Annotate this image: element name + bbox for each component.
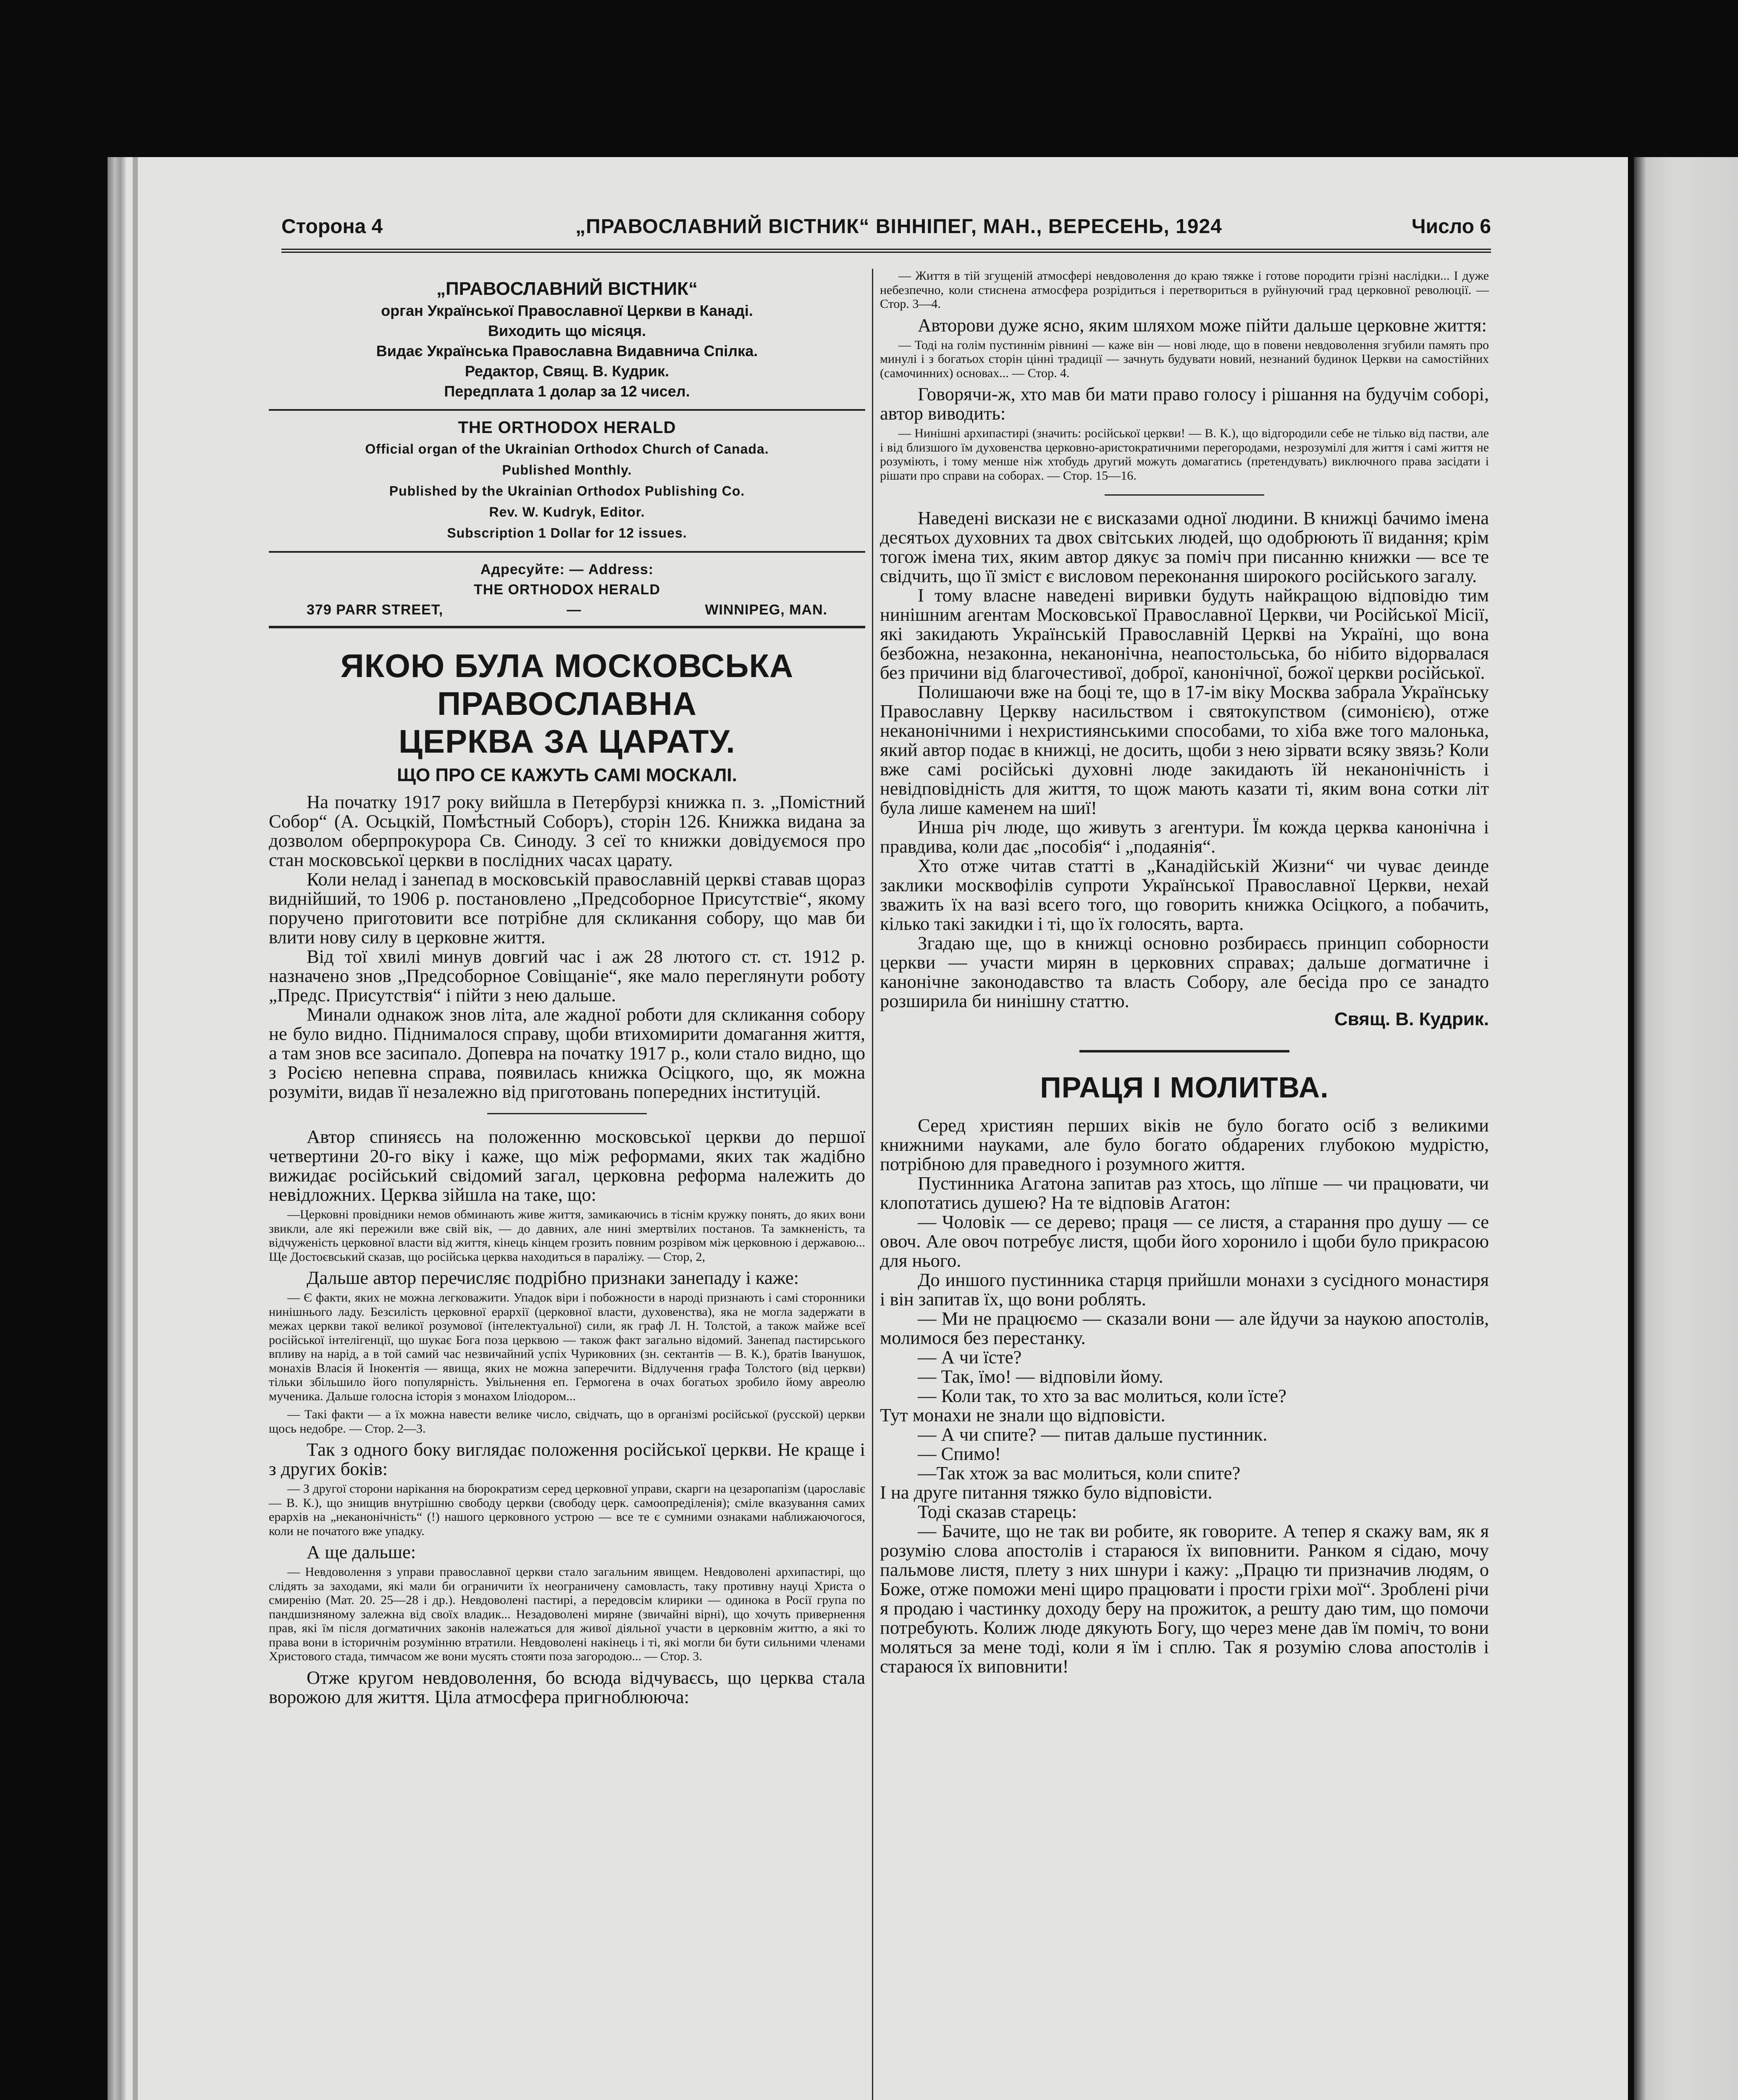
article1-paragraph: Авторови дуже ясно, яким шляхом може пійти дальше церковне життя: [918, 314, 1487, 336]
masthead-ua-line: Виходить що місяця. [488, 322, 646, 339]
header-publication-line: „ПРАВОСЛАВНИЙ ВІСТНИК“ ВІННІПЕГ, МАН., ВЕРЕСЕНЬ, 1924 [575, 215, 1222, 238]
article1-paragraph: Коли нелад і занепад в московській православній церкві ставав щораз виднійший, то 1906 р. постановлено „Предсоборное Присутствіе“, якому поручено приготовити все потрібне для скликання собору, що мав би влити нову силу в церковне життя. [269, 869, 865, 948]
masthead-ukrainian [269, 269, 865, 402]
article2-paragraph: — Чоловік — се дерево; праця — се листя, а старання про душу — се овоч. Але овоч потребує листя, щоби його хоронило і щоби було прикрасою для нього. [880, 1211, 1489, 1271]
masthead-en-line: Published by the Ukrainian Orthodox Publishing Co. [389, 483, 745, 499]
article1-paragraph: Дальше автор перечисляє подрібно признаки занепаду і каже: [307, 1267, 799, 1288]
article2-paragraph: І на друге питання тяжко було відповісти. [880, 1482, 1213, 1503]
article1-subtitle: ЩО ПРО СЕ КАЖУТЬ САМІ МОСКАЛІ. [397, 765, 737, 785]
masthead-address [269, 551, 865, 628]
page-header [281, 210, 1491, 253]
left-column [269, 269, 865, 1706]
article1-paragraph: Говорячи-ж, хто мав би мати право голосу і рішання на будучім соборі, автор виводить: [880, 383, 1489, 424]
article2-paragraph: —Так хтож за вас молиться, коли спите? [918, 1462, 1241, 1483]
article2-paragraph: — Ми не працюємо — сказали вони — але йдучи за наукою апостолів, молимося без перестанку. [880, 1308, 1489, 1348]
article2-paragraph: — Бачите, що не так ви робите, як говорите. А тепер я скажу вам, як я розумію слова апостолів і стараюся їх виповнити. Ранком я сідаю, мочу пальмове листя, плету з них шнури і кажу: „Працю ти призначив людям, о Боже, отже поможи мені щиро працювати і прости гріхи мої“. Зроблені річи я продаю і частинку доходу беру на прожиток, а решту даю тим, що помочи потребують. Колиж люде дякують Богу, що через мене дав їм поміч, то вони моляться за мене тоді, коли я їм і сплю. Так я розумію слова апостолів і стараюся їх виповнити! [880, 1520, 1489, 1677]
article1-paragraph: Згадаю ще, що в книжці основно розбираєсь принцип соборности церкви — участи мирян в церковних справах; дальше догматичне і канонічне законодавство та власть Собору, але бесіда про се занадто розширила би нинішну статтю. [880, 932, 1489, 1011]
article2-paragraph: — Коли так, то хто за вас молиться, коли їсте? [918, 1385, 1286, 1406]
masthead-en-line: Published Monthly. [502, 462, 632, 478]
masthead-en-line: Official organ of the Ukrainian Orthodox Church of Canada. [365, 441, 769, 457]
article2-paragraph: — А чи спите? — питав дальше пустинник. [918, 1424, 1268, 1445]
masthead-en-line: Rev. W. Kudryk, Editor. [489, 504, 645, 520]
masthead [269, 269, 865, 628]
article1-paragraph: На початку 1917 року вийшла в Петербурзі книжка п. з. „Помістний Собор“ (А. Осьцкій, Помѣстный Соборъ), сторін 126. Книжка видана за дозволом оберпрокурора Св. Синоду. З сеї то книжки довідуємося про стан московської церкви в послідних часах царату. [269, 791, 865, 870]
article1-title-line: ЦЕРКВА ЗА ЦАРАТУ. [399, 723, 735, 760]
article2-paragraph: До иншого пустинника старця прийшли монахи з сусідного монастиря і він запитав їх, що вони роблять. [880, 1269, 1489, 1310]
column-divider [872, 269, 873, 2100]
masthead-en-title: THE ORTHODOX HERALD [458, 418, 676, 437]
article1-quote: —Церковні провідники немов обминають живе життя, замикаючись в тіснім кружку понять, до яких вони звикли, але які пережили вже свій вік, — до давних, але нині змертвілих постанов. Та замкненість, та відчуженість церковної власти від життя, кінець кінцем грозить повним розрівом між церковною і державою... Ще Достоєвський сказав, що російська церква находиться в параліжу. — Стор, 2, [269, 1208, 865, 1264]
address-row [269, 600, 865, 620]
article1-paragraph: Хто отже читав статті в „Канадійській Жизни“ чи чуває деинде заклики москвофілів супроти Української Православної Церкви, нехай зважить їх на вазі всего того, що говорить книжка Осіцкого, а побачить, кілько такі закидки і ті, що їх голосять, варта. [880, 855, 1489, 934]
article1-paragraph: Так з одного боку виглядає положення російської церкви. Не краще і з других боків: [269, 1439, 865, 1479]
page-binding-line [133, 157, 138, 2100]
address-city: WINNIPEG, MAN. [705, 602, 827, 618]
right-column [880, 269, 1489, 1676]
article1-title-line: ЯКОЮ БУЛА МОСКОВСЬКА ПРАВОСЛАВНА [340, 647, 794, 722]
article1-paragraph: Инша річ люде, що живуть з агентури. Їм кожда церква канонічна і правдива, коли дає „пособія“ і „подаянія“. [880, 816, 1489, 857]
masthead-ua-title: „ПРАВОСЛАВНИЙ ВІСТНИК“ [436, 278, 698, 299]
article1-paragraph: Наведені вискази не є висказами одної людини. В книжці бачимо імена десятьох духовних та двох світських людей, що одобрюють її видання; крім тогож імена тих, яким автор дякує за поміч при писанню книжки — все те свідчить, що її зміст є висловом переконання широкого російського загалу. [880, 507, 1489, 586]
article1-quote: — Нинішні архипастирі (значить: російської церкви! — В. К.), що відгородили себе не тілько від пастви, але і від близшого їм духовенства церковно-аристократичними перегородами, незрозумілі для життя і самі життя не розуміють, і тому менше ніж хтобудь другий можуть домагатись (претендувать) виключного права засідати і рішати про справи на соборах. — Стор. 15—16. [880, 426, 1489, 483]
article-separator [1079, 1050, 1289, 1053]
article1-quote: — Невдоволення з управи православної церкви стало загальним явищем. Невдоволені архипастирі, що слідять за заходами, які мали би ограничити їх неограничену самовласть, таку противну науці Христа о смиренію (Мат. 20. 25—28 і др.). Невдоволені пастирі, а передовсім клирики — одинока в Росії група по пандшизняному залежна від своїх владик... Незадоволені миряне (звичайні вірні), що хочуть привернення прав, які їм після догматичних законів належаться для живої діяльної участи в церковнім життю, а які то права вони в історичнім розумінню втратили. Невдоволені накінець і ті, які могли би бути сильними членами Христового стада, тимчасом же вони мусять стояти поза загородою... — Стор. 3. [269, 1565, 865, 1663]
article2-paragraph: Пустинника Агатона запитав раз хтось, що лїпше — чи працювати, чи клопотатись душею? На те відповів Агатон: [880, 1173, 1489, 1213]
article1-paragraph: Отже кругом невдоволення, бо всюда відчуваєсь, що церква стала ворожою для життя. Ціла атмосфера пригноблююча: [269, 1667, 865, 1707]
article1-paragraph: Автор спиняєсь на положенню московської церкви до першої четвертини 20-го віку і каже, що між реформами, яких так жадібно вижидає російський свідомий загал, церковна реформа належить до невідложних. Церква зійшла на таке, що: [269, 1126, 865, 1205]
masthead-ua-line: орган Української Православної Церкви в Канаді. [381, 302, 753, 319]
article2-paragraph: Серед християн перших віків не було богато осіб з великими книжними науками, але було богато обдарених глубокою мудрістю, потрібною для праведного і розумного життя. [880, 1115, 1489, 1174]
issue-number-label: Число 6 [1411, 215, 1491, 238]
article1-signature: Свящ. В. Кудрик. [1334, 1009, 1489, 1029]
article2-paragraph: Тоді сказав старець: [918, 1501, 1077, 1522]
article2-title: ПРАЦЯ І МОЛИТВА. [1040, 1071, 1329, 1104]
masthead-english [269, 409, 865, 543]
section-separator [1105, 494, 1264, 496]
article2-paragraph: — Спимо! [918, 1443, 1001, 1464]
page-number-label: Сторона 4 [281, 215, 383, 238]
article2-paragraph: — Так, їмо! — відповіли йому. [918, 1366, 1163, 1387]
masthead-ua-line: Видає Українська Православна Видавнича Спілка. [376, 342, 758, 360]
masthead-ua-line: Передплата 1 долар за 12 чисел. [444, 383, 690, 400]
address-label: Адресуйте: — Address: [480, 562, 654, 578]
article1-quote: — Тоді на голім пустиннім рівнині — каже він — нові люде, що в повени невдоволення згубили память про минулі і з богатьох сторін цінні традиції — зачнуть будувати новий, незнаний будинок Церкви на самостійних (самочинних) основах... — Стор. 4. [880, 338, 1489, 380]
article1-quote: — Є факти, яких не можна легковажити. Упадок віри і побожности в народі признають і самі сторонники нинішнього ладу. Безсилість церковної ерархії (церковної власти, духовенства), яка не могла задержати в межах церкви такої великої розумової (інтелектуальної) сили, як граф Л. Н. Толстой, а також майже всеї російської інтелігенції, що шукає Бога поза церквою — також факт загально відомий. Занепад пастирського впливу на нарід, а в той самий час незвичайний успіх Чуриковних (зн. сектантів — В. К.), братів Іванушок, монахів Власія й Інокентія — явища, яких не можна заперечити. Відлучення графа Толстого (від церкви) тільки збільшило його популярність. Увільнення еп. Гермогена в очах богатьох зробило йому авреолю мученика. Дальше голосна історія з монахом Іліодором... [269, 1291, 865, 1403]
article1-title [269, 647, 865, 760]
article1-paragraph: Минали однакож знов літа, але жадної роботи для скликання собору не було видно. Піднималося справу, щоби втихомирити домагання життя, а там знов все засипалo. Допевра на початку 1917 р., коли стало видно, що з Росією непевна справа, появилась книжка Осіцкого, що, як можна розуміти, видав її незалежно від приготовань попередних інституцій. [269, 1004, 865, 1102]
address-name: THE ORTHODOX HERALD [474, 582, 660, 598]
adjacent-page-edge [1634, 157, 1738, 2100]
article1-paragraph: Від тої хвилі минув довгий час і аж 28 лютого ст. ст. 1912 р. назначено знов „Предсоборное Совіщаніе“, яке мало переглянути роботу „Предс. Присутствія“ і пійти з нею дальше. [269, 946, 865, 1005]
page-binding-edge [108, 157, 126, 2100]
article2-paragraph: Тут монахи не знали що відповісти. [880, 1404, 1166, 1425]
address-dash: — [567, 602, 582, 618]
article1-paragraph: А ще дальше: [307, 1541, 416, 1562]
masthead-ua-line: Редактор, Свящ. В. Кудрик. [465, 362, 669, 380]
article1-quote: — Життя в тій згущеній атмосфері невдоволення до краю тяжке і готове породити грізні наслідки... І дуже небезпечно, коли стиснена атмосфера розрідиться і перетвориться в руйнуючий град церковної революції. — Стор. 3—4. [880, 269, 1489, 311]
address-street: 379 PARR STREET, [307, 602, 444, 618]
article1-paragraph: Полишаючи вже на боці те, що в 17-ім віку Москва забрала Українську Православну Церкву насильством і святокупством (симонією), отже неканонічними і нехристиянськими способами, то хіба вже того малонька, який автор подає в книжці, не досить, щоби з нею зірвати всяку звязь? Коли вже самі російські духовні люде закидають їй неканонічність і невідповідність для життя, то щож мають казати ті, яким вона сотки літ була лише каменем на шиї! [880, 681, 1489, 818]
article1-paragraph: І тому власне наведені виривки будуть найкращою відповідю тим нинішним агентам Московської Православної Церкви, чи Російської Місії, які закидають Українській Православній Церкві на Україні, що вона безбожна, незаконна, неканонічна, неапостольська, бо нібито відорвалася без причини від благочестивої, доброї, канонічної, божої церкви російської. [880, 585, 1489, 683]
masthead-en-line: Subscription 1 Dollar for 12 issues. [447, 525, 687, 541]
article2-paragraph: — А чи їсте? [918, 1347, 1022, 1368]
section-separator [487, 1113, 647, 1114]
article1-quote: — Такі факти — а їх можна навести велике число, свідчать, що в організмі російської (русской) церкви щось недобре. — Стор. 2—3. [269, 1407, 865, 1436]
article1-quote: — З другої сторони нарікання на бюрократизм серед церковної управи, скарги на цезаропапізм (царославіє — В. К.), що знищив внутрішню свободу церкви (свободу церк. самоопреділенія); сміле вказування самих ерархів на „неканонічність“ (!) нашого церковного устрою — все те є сумними ознаками наближаючогося, коли не початого вже упадку. [269, 1482, 865, 1538]
